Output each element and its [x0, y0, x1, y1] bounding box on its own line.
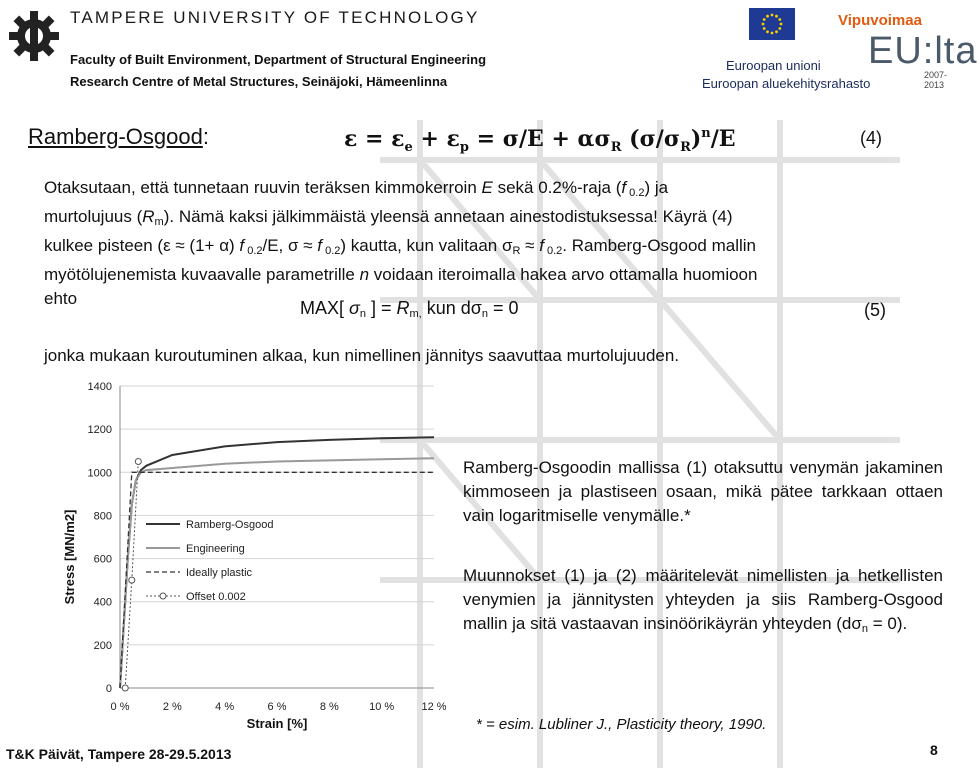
y-tick-label: 400 [93, 596, 112, 609]
equation-number-4: (4) [860, 128, 882, 148]
gear-icon [8, 10, 60, 62]
eu-star-icon [775, 30, 778, 33]
side-text [463, 456, 943, 641]
necking-sentence: jonka mukaan kuroutuminen alkaa, kun nimellinen jännitys saavuttaa murtolujuuden. [44, 346, 680, 365]
series-line [120, 472, 434, 688]
equation-number-5: (5) [864, 300, 886, 320]
series-point [135, 459, 141, 465]
legend-marker [160, 593, 166, 599]
y-tick-label: 1200 [87, 424, 112, 437]
para-line-2: murtolujuus $(R_m)$. Nämä kaksi jälkimmäistä yleensä annetaan ainestodistuksessa! Käyrä (4) [44, 207, 733, 228]
x-tick-label: 10 % [369, 701, 395, 713]
para-line-3: kulkee pisteen (ε ≈ (1+ α) f $_{0.2}$/E, σ ≈ f $_{0.2}$) kautta, kun valitaan $\sigma_R \approx f$ $_{0.2}$. Ramberg-Osgood mallin [44, 236, 756, 257]
y-tick-label: 200 [93, 639, 112, 652]
y-tick-label: 800 [93, 510, 112, 523]
para-line-5: ehto [44, 289, 78, 308]
eu-flag-icon [749, 8, 795, 40]
y-tick-label: 1000 [87, 467, 112, 480]
eu-star-icon [775, 15, 778, 18]
y-axis-label: Stress [MN/m2] [62, 509, 77, 605]
university-name: TAMPERE UNIVERSITY OF TECHNOLOGY [70, 8, 480, 27]
eu-star-icon [766, 15, 769, 18]
eulta-years: 2007-2013 [924, 70, 948, 90]
main-paragraph [44, 176, 904, 311]
eu-label: Euroopan unioni [726, 58, 821, 73]
y-tick-label: 600 [93, 553, 112, 566]
slide-title [28, 124, 209, 150]
svg-text:ε = εe + εp = σ/E + ασR (σ/σR): $\varepsilon = \varepsilon_e + \varepsilon_p = \sigma/E + \alpha\sigma_R$ $(\sigma/\sigma_R)^n/E$ [344, 126, 736, 155]
footer-event: T&K Päivät, Tampere 28-29.5.2013 [6, 746, 232, 762]
eu-star-icon [771, 32, 774, 35]
series-line [120, 437, 434, 688]
vipuvoimaa-label: Vipuvoimaa [838, 12, 922, 29]
condition-equation-5: MAX[ $\sigma_n$ ] = $R_{m,}$ kun $d\sigma_n = 0$ [300, 298, 519, 320]
title-label: Ramberg-Osgood [28, 124, 203, 149]
footnote-reference: * = esim. Lubliner J., Plasticity theory, 1990. [476, 716, 767, 733]
stress-strain-chart [60, 374, 450, 734]
faculty-line: Faculty of Built Environment, Department of Structural Engineering [70, 52, 487, 67]
side-paragraph-1: Ramberg-Osgoodin mallissa (1) otaksuttu venymän jakaminen kimmoseen ja plastiseen osaan, mikä pätee tarkkaan ottaen vain logaritmiselle venymälle.* [463, 458, 943, 525]
eu-star-icon [763, 18, 766, 21]
y-tick-label: 0 [105, 683, 112, 695]
eu-star-icon [766, 30, 769, 33]
eu-star-icon [763, 27, 766, 30]
x-tick-label: 8 % [319, 701, 339, 713]
research-centre-line: Research Centre of Metal Structures, Seinäjoki, Hämeenlinna [70, 74, 448, 89]
legend-label: Ideally plastic [186, 567, 253, 579]
eu-star-icon [771, 14, 774, 17]
eu-star-icon [780, 23, 783, 26]
x-tick-label: 4 % [215, 701, 235, 713]
title-colon: : [202, 124, 209, 149]
eu-star-icon [762, 23, 765, 26]
page-number: 8 [930, 742, 938, 758]
eu-star-icon [778, 18, 781, 21]
y-tick-label: 1400 [87, 381, 112, 393]
para-line-4: myötölujenemista kuvaavalle parametrille n voidaan iteroimalla hakea arvo ottamalla huomioon [44, 265, 758, 284]
series-line [120, 458, 434, 688]
series-point [129, 577, 135, 583]
side-paragraph-2: Muunnokset (1) ja (2) määritelevät nimellisten ja hetkellisten venymien ja jännitysten yhteyden ja siis Ramberg-Osgood mallin ja sitä vastaavan insinöörikäyrän yhteyden $(d\sigma_n = 0)$. [463, 566, 943, 635]
x-tick-label: 12 % [421, 701, 447, 713]
x-tick-label: 2 % [162, 701, 182, 713]
x-axis-label: Strain [%] [246, 716, 308, 731]
equation-4 [340, 118, 780, 158]
eu-star-icon [778, 27, 781, 30]
legend-label: Ramberg-Osgood [186, 519, 274, 531]
legend-label: Engineering [186, 543, 245, 555]
para-line-1: Otaksutaan, että tunnetaan ruuvin teräksen kimmokerroin E sekä 0.2%-raja (f $_{0.2}$) ja [44, 178, 669, 199]
eu-fund-label: Euroopan aluekehitysrahasto [702, 76, 871, 91]
legend-label: Offset 0.002 [186, 591, 246, 603]
x-tick-label: 6 % [267, 701, 287, 713]
series-point [122, 685, 128, 691]
x-tick-label: 0 % [110, 701, 130, 713]
eulta-logo-text: EU:lta [868, 30, 977, 72]
